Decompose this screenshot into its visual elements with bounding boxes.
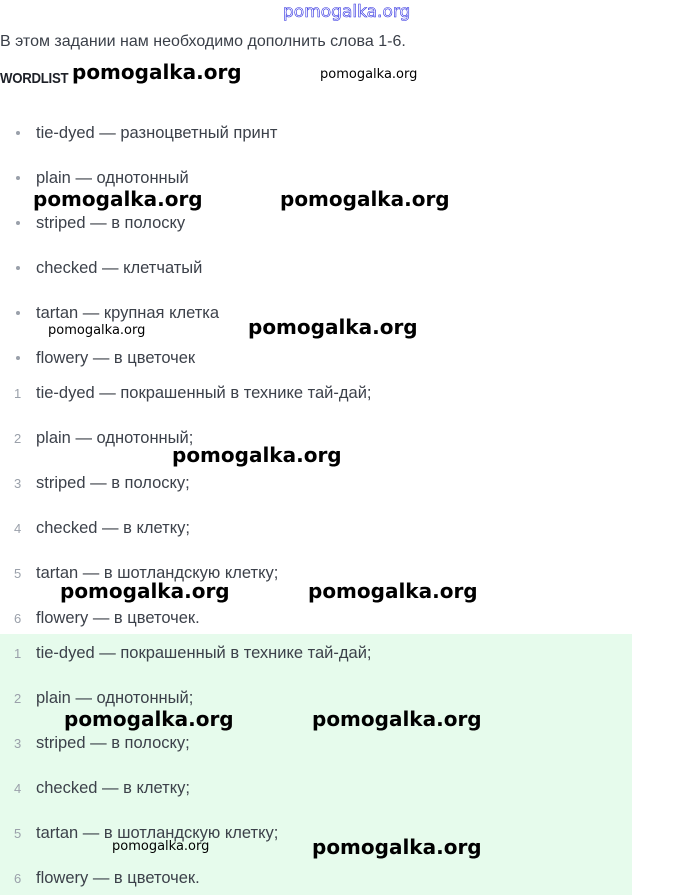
watermark: pomogalka.org (64, 707, 234, 731)
list-item-text: plain — однотонный (36, 168, 189, 187)
bullet-icon (16, 131, 20, 135)
watermark: pomogalka.org (320, 67, 418, 82)
item-number: 5 (14, 825, 22, 841)
bullet-icon (16, 356, 20, 360)
item-text: plain — однотонный; (36, 688, 194, 707)
bullet-icon (16, 311, 20, 315)
list-item-text: tie-dyed — разноцветный принт (36, 123, 278, 142)
item-number: 3 (14, 735, 22, 751)
item-number: 1 (14, 645, 22, 661)
bullet-icon (16, 266, 20, 270)
item-number: 6 (14, 610, 22, 626)
item-text: checked — в клетку; (36, 518, 190, 537)
item-text: tartan — в шотландскую клетку; (36, 563, 279, 582)
watermark: pomogalka.org (312, 835, 482, 859)
watermark: pomogalka.org (72, 60, 242, 84)
list-item-text: striped — в полоску (36, 213, 186, 232)
item-number: 4 (14, 780, 22, 796)
list-item-text: checked — клетчатый (36, 258, 203, 277)
watermark: pomogalka.org (60, 579, 230, 603)
intro-text: В этом задании нам необходимо дополнить слова 1-6. (0, 33, 406, 50)
item-number: 5 (14, 565, 22, 581)
bullet-icon (16, 221, 20, 225)
watermark: pomogalka.org (308, 579, 478, 603)
item-text: tie-dyed — покрашенный в технике тай-дай; (36, 643, 372, 662)
watermark: pomogalka.org (33, 187, 203, 211)
item-number: 2 (14, 430, 22, 446)
item-text: flowery — в цветочек. (36, 608, 200, 627)
item-number: 4 (14, 520, 22, 536)
watermark: pomogalka.org (248, 315, 418, 339)
item-text: flowery — в цветочек. (36, 868, 200, 887)
item-number: 1 (14, 385, 22, 401)
item-number: 3 (14, 475, 22, 491)
watermark: pomogalka.org (48, 323, 146, 338)
wordlist-title: WORDLIST (0, 70, 69, 87)
bullet-icon (16, 176, 20, 180)
item-number: 2 (14, 690, 22, 706)
item-text: striped — в полоску; (36, 473, 190, 492)
item-text: plain — однотонный; (36, 428, 194, 447)
item-text: tartan — в шотландскую клетку; (36, 823, 279, 842)
watermark: pomogalka.org (112, 839, 210, 854)
watermark: pomogalka.org (172, 443, 342, 467)
item-text: checked — в клетку; (36, 778, 190, 797)
list-item-text: flowery — в цветочек (36, 348, 196, 367)
header-watermark: pomogalka.org (283, 2, 411, 22)
list-item-text: tartan — крупная клетка (36, 303, 220, 322)
item-number: 6 (14, 870, 22, 886)
watermark: pomogalka.org (280, 187, 450, 211)
item-text: tie-dyed — покрашенный в технике тай-дай; (36, 383, 372, 402)
item-text: striped — в полоску; (36, 733, 190, 752)
watermark: pomogalka.org (312, 707, 482, 731)
